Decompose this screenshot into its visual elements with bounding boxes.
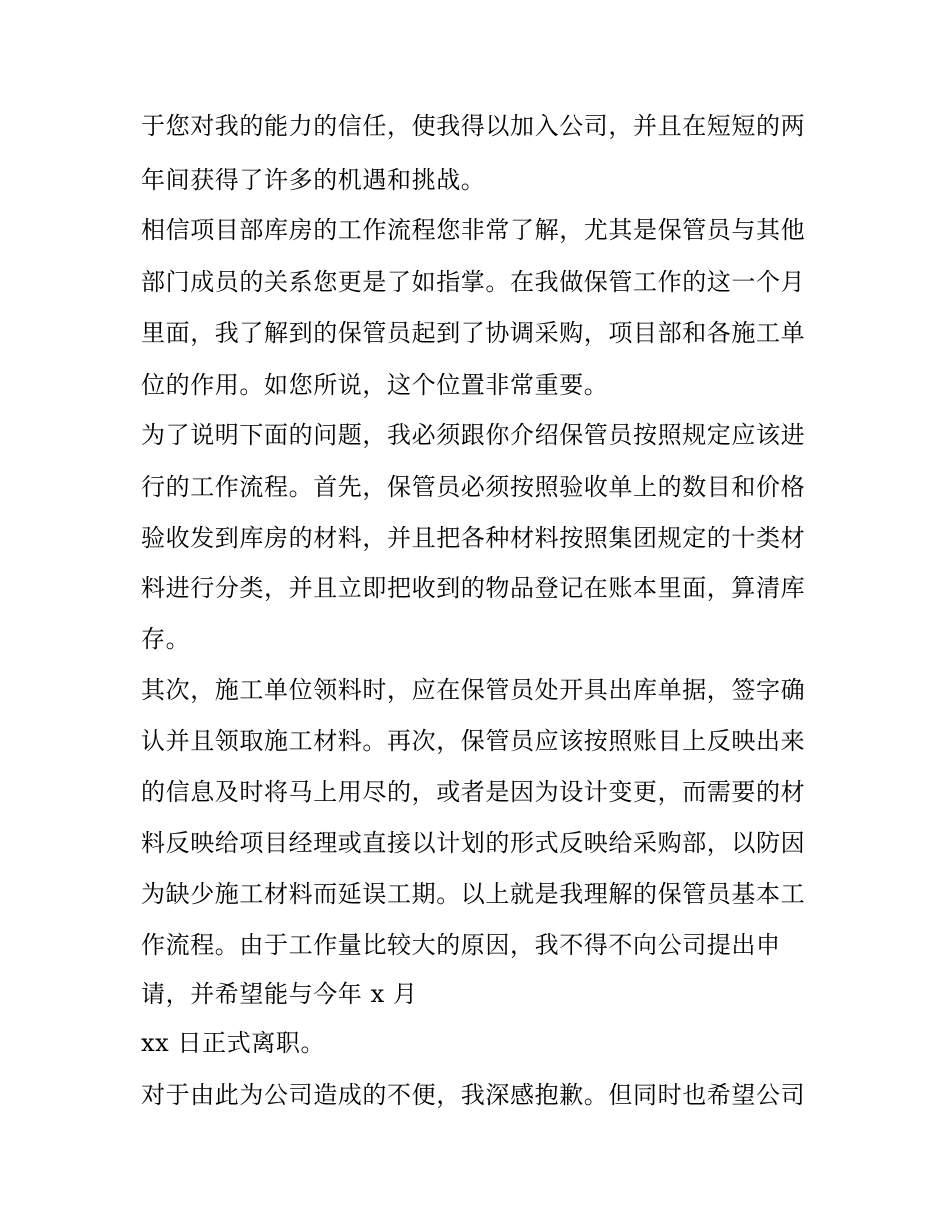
text-line: 位的作用。如您所说，这个位置非常重要。	[141, 371, 609, 399]
text-line: 里面，我了解到的保管员起到了协调采购，项目部和各施工单	[141, 319, 806, 347]
text-line: 年间获得了许多的机遇和挑战。	[141, 166, 486, 194]
text-line: 认并且领取施工材料。再次，保管员应该按照账目上反映出来	[141, 727, 806, 755]
text-line: 的信息及时将马上用尽的，或者是因为设计变更，而需要的材	[141, 778, 806, 806]
text-line: 验收发到库房的材料，并且把各种材料按照集团规定的十类材	[141, 524, 806, 552]
text-line: 为缺少施工材料而延误工期。以上就是我理解的保管员基本工	[141, 880, 806, 908]
text-line: 行的工作流程。首先，保管员必须按照验收单上的数目和价格	[141, 473, 806, 501]
text-line: 作流程。由于工作量比较大的原因，我不得不向公司提出申	[141, 931, 781, 959]
text-line: 料进行分类，并且立即把收到的物品登记在账本里面，算清库	[141, 574, 806, 602]
text-line: xx 日正式离职。	[141, 1029, 326, 1057]
text-line: 料反映给项目经理或直接以计划的形式反映给采购部，以防因	[141, 829, 806, 857]
paragraph-start-line: 为了说明下面的问题，我必须跟你介绍保管员按照规定应该进	[141, 421, 806, 449]
text-line: 存。	[141, 625, 191, 653]
text-line: 请，并希望能与今年 x 月	[141, 980, 418, 1008]
paragraph-start-line: 其次，施工单位领料时，应在保管员处开具出库单据，签字确	[141, 676, 806, 704]
paragraph-start-line: 相信项目部库房的工作流程您非常了解，尤其是保管员与其他	[141, 216, 806, 244]
text-line: 于您对我的能力的信任，使我得以加入公司，并且在短短的两	[141, 112, 806, 140]
text-line: 部门成员的关系您更是了如指掌。在我做保管工作的这一个月	[141, 268, 806, 296]
paragraph-start-line: 对于由此为公司造成的不便，我深感抱歉。但同时也希望公司	[141, 1081, 806, 1109]
